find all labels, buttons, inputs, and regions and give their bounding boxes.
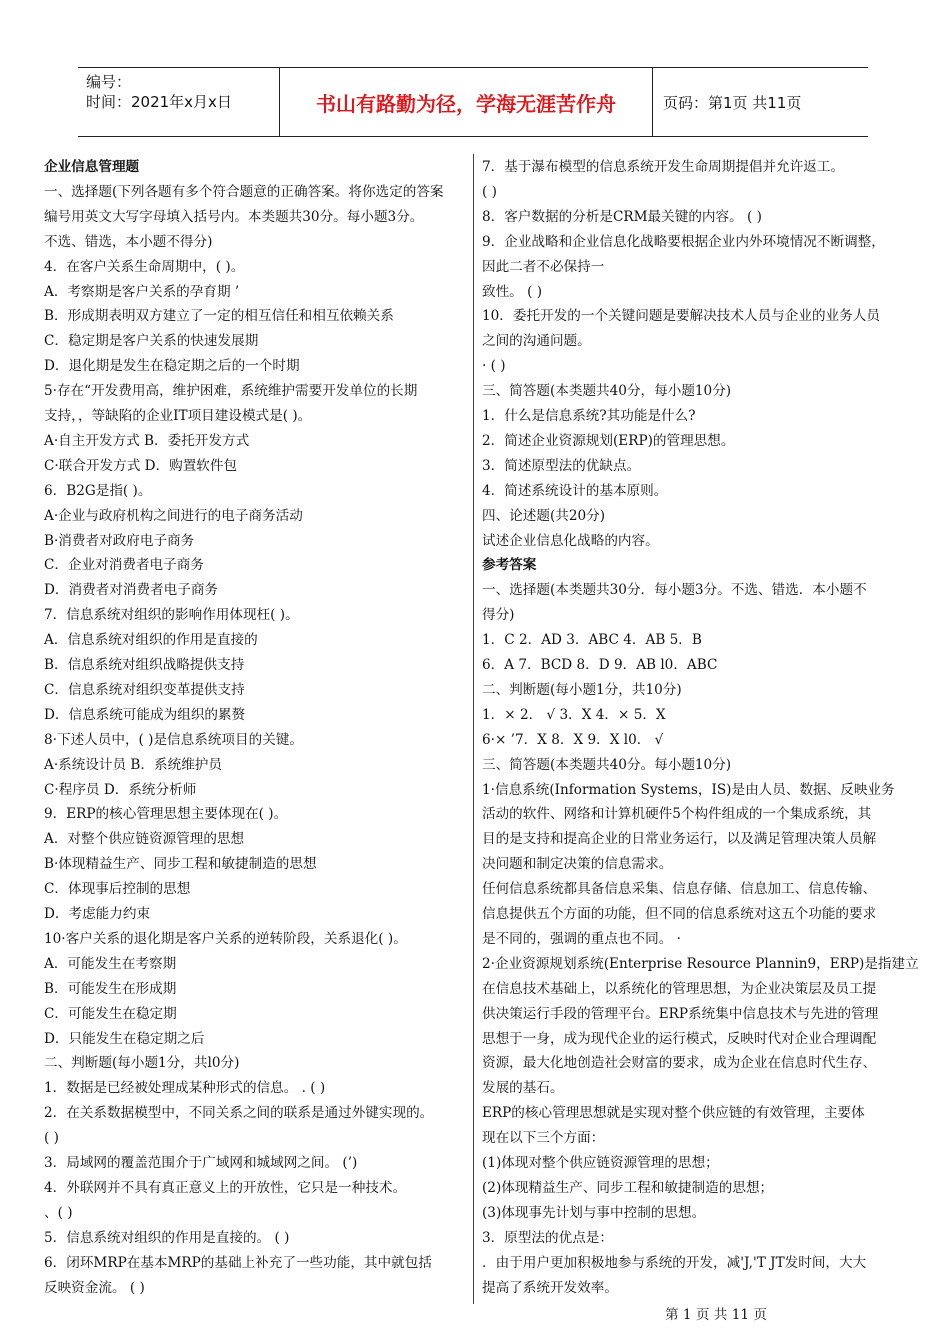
text-line: 三、简答题(本类题共40分，每小题10分) — [482, 383, 732, 400]
text-line: C·联合开发方式 D．购置软件包 — [44, 457, 238, 474]
text-line: 二、判断题(每小题1分，共10分) — [482, 681, 682, 698]
text-line: 编号用英文大写字母填入括号内。本类题共30分。每小题3分。 — [44, 208, 424, 225]
text-line: 5．信息系统对组织的作用是直接的。 ( ) — [44, 1229, 290, 1246]
text-line: 思想于一身，成为现代企业的运行模式，反映时代对企业合理调配 — [482, 1030, 877, 1047]
text-line: 参考答案 — [482, 557, 537, 574]
text-line: D．消费者对消费者电子商务 — [44, 582, 219, 599]
text-line: 决问题和制定决策的信息需求。 — [482, 856, 673, 873]
text-line: 1．× 2． √ 3．X 4．× 5．X — [482, 706, 666, 723]
text-line: 6·× ’7．X 8．X 9．X l0． √ — [482, 731, 664, 748]
text-line: 提高了系统开发效率。 — [482, 1279, 618, 1296]
text-line: C·程序员 D．系统分析师 — [44, 781, 197, 798]
text-line: C．体现事后控制的思想 — [44, 881, 191, 898]
text-line: 试述企业信息化战略的内容。 — [482, 532, 659, 549]
column-divider — [473, 154, 474, 1304]
text-line: 三、简答题(本类题共40分。每小题10分) — [482, 756, 732, 773]
text-line: (3)体现事先计划与事中控制的思想。 — [482, 1204, 706, 1221]
text-line: A．对整个供应链资源管理的思想 — [44, 831, 245, 848]
text-line: D．退化期是发生在稳定期之后的一个时期 — [44, 358, 300, 375]
page-header — [78, 67, 868, 137]
text-line: A．可能发生在考察期 — [44, 955, 177, 972]
text-line: 得分) — [482, 607, 515, 624]
text-line: C．可能发生在稳定期 — [44, 1005, 177, 1022]
text-line: 8．客户数据的分析是CRM最关键的内容。 ( ) — [482, 208, 762, 225]
text-line: 任何信息系统都具备信息采集、信息存储、信息加工、信息传输、 — [482, 881, 877, 898]
text-line: 是不同的，强调的重点也不同。 · — [482, 930, 681, 947]
text-line: D．信息系统可能成为组织的累赘 — [44, 706, 246, 723]
text-line: 信息提供五个方面的功能，但不同的信息系统对这五个功能的要求 — [482, 906, 877, 922]
text-line: 5·存在“开发费用高，维护困难，系统维护需要开发单位的长期 — [44, 383, 418, 400]
text-line: 4．简述系统设计的基本原则。 — [482, 482, 668, 499]
text-line: B．形成期表明双方建立了一定的相互信任和相互依赖关系 — [44, 308, 394, 325]
text-line: C．信息系统对组织变革提供支持 — [44, 681, 245, 698]
text-line: 供决策运行手段的管理平台。ERP系统集中信息技术与先进的管理 — [482, 1005, 879, 1022]
header-meta — [78, 68, 280, 136]
text-line: 活动的软件、网络和计算机硬件5个构件组成的一个集成系统，其 — [482, 806, 872, 823]
text-line: 2．简述企业资源规划(ERP)的管理思想。 — [482, 432, 735, 449]
text-line: 、( ) — [44, 1204, 73, 1221]
text-line: 2．在关系数据模型中，不同关系之间的联系是通过外键实现的。 — [44, 1105, 434, 1122]
text-line: 7．基于瀑布模型的信息系统开发生命周期提倡并允许返工。 — [482, 159, 845, 175]
text-line: 因此二者不必保持一 — [482, 258, 605, 275]
text-line: (2)体现精益生产、同步工程和敏捷制造的思想； — [482, 1179, 774, 1196]
text-line: B·消费者对政府电子商务 — [44, 532, 195, 549]
text-line: C．稳定期是客户关系的快速发展期 — [44, 333, 259, 350]
text-line: 9．ERP的核心管理思想主要体现在( )。 — [44, 806, 288, 823]
text-line: 1．什么是信息系统?其功能是什么? — [482, 408, 696, 424]
text-line: 4．在客户关系生命周期中，( )。 — [44, 258, 245, 275]
text-line: 不选、错选，本小题不得分) — [44, 233, 213, 250]
text-line: 反映资金流。 ( ) — [44, 1279, 145, 1296]
text-line: 现在以下三个方面： — [482, 1130, 605, 1147]
text-line: 目的是支持和提高企业的日常业务运行，以及满足管理决策人员解 — [482, 831, 877, 848]
text-line: A·企业与政府机构之间进行的电子商务活动 — [44, 507, 303, 524]
text-line: 3．简述原型法的优缺点。 — [482, 457, 641, 474]
text-line: 支持，，等缺陷的企业IT项目建设模式是( )。 — [44, 408, 312, 424]
text-line: 资源，最大化地创造社会财富的要求，成为企业在信息时代生存、 — [482, 1055, 877, 1072]
text-line: D．只能发生在稳定期之后 — [44, 1030, 205, 1047]
text-line: 9．企业战略和企业信息化战略要根据企业内外环境情况不断调整， — [482, 233, 885, 250]
text-line: 10．委托开发的一个关键问题是要解决技术人员与企业的业务人员 — [482, 308, 880, 325]
header-motto: 书山有路勤为径，学海无涯苦作舟 — [280, 68, 653, 136]
text-line: B．可能发生在形成期 — [44, 980, 177, 997]
text-line: A·自主开发方式 B．委托开发方式 — [44, 432, 250, 449]
text-line: 致性。 ( ) — [482, 283, 543, 300]
text-line: A．考察期是客户关系的孕育期 ’ — [44, 283, 240, 300]
text-line: 6．闭环MRP在基本MRP的基础上补充了一些功能，其中就包括 — [44, 1254, 432, 1271]
text-line: A·系统设计员 B．系统维护员 — [44, 756, 222, 773]
text-line: 3．局域网的覆盖范围介于广域网和城域网之间。 (’) — [44, 1155, 358, 1171]
page-footer: 第 1 页 共 11 页 — [665, 1307, 767, 1323]
text-line: 2·企业资源规划系统(Enterprise Resource Plannin9，ERP)是指建立 — [482, 955, 919, 972]
text-line: ．由于用户更加积极地参与系统的开发，减'J,'T JT发时间，大大 — [482, 1254, 867, 1271]
number-label: 编号： — [86, 73, 132, 91]
text-line: 6．A 7．BCD 8．D 9．AB l0．ABC — [482, 657, 718, 673]
text-line: 在信息技术基础上，以系统化的管理思想，为企业决策层及员工提 — [482, 980, 877, 997]
text-line: 二、判断题(每小题1分，共l0分) — [44, 1055, 240, 1072]
text-line: 1．数据是已经被处理成某种形式的信息。 . ( ) — [44, 1080, 326, 1097]
text-line: 8·下述人员中，( )是信息系统项目的关键。 — [44, 731, 303, 748]
text-line: ERP的核心管理思想就是实现对整个供应链的有效管理，主要体 — [482, 1105, 865, 1122]
text-line: 四、论述题(共20分) — [482, 507, 606, 524]
text-line: 6．B2G是指( )。 — [44, 482, 152, 499]
text-line: A．信息系统对组织的作用是直接的 — [44, 632, 258, 649]
text-line: 发展的基石。 — [482, 1080, 564, 1097]
text-line: ( ) — [482, 183, 497, 200]
text-line: 企业信息管理题 — [44, 159, 140, 175]
text-line: 一、选择题(本类题共30分．每小题3分。不选、错选．本小题不 — [482, 582, 867, 599]
text-line: 1．C 2．AD 3．ABC 4．AB 5．B — [482, 632, 702, 649]
text-line: C．企业对消费者电子商务 — [44, 557, 204, 574]
text-line: 3．原型法的优点是： — [482, 1229, 613, 1246]
text-line: D．考虑能力约束 — [44, 906, 151, 922]
text-line: ( ) — [44, 1130, 59, 1147]
text-line: (1)体现对整个供应链资源管理的思想； — [482, 1155, 719, 1171]
text-line: 之间的沟通问题。 — [482, 333, 591, 350]
text-line: 1·信息系统(Information Systems，IS)是由人员、数据、反映业务 — [482, 781, 895, 798]
header-page-label: 页码：第1页 共11页 — [663, 93, 802, 112]
text-line: B·体现精益生产、同步工程和敏捷制造的思想 — [44, 856, 317, 873]
text-line: 10·客户关系的退化期是客户关系的逆转阶段，关系退化( )。 — [44, 930, 407, 947]
text-line: · ( ) — [482, 358, 506, 375]
text-line: 4．外联网并不具有真正意义上的开放性，它只是一种技术。 — [44, 1179, 407, 1196]
text-line: 一、选择题(下列各题有多个符合题意的正确答案。将你选定的答案 — [44, 183, 444, 200]
text-line: 7．信息系统对组织的影响作用体现枉( )。 — [44, 607, 299, 624]
text-line: B．信息系统对组织战略提供支持 — [44, 657, 245, 673]
time-label: 时间：2021年x月x日 — [86, 93, 232, 111]
